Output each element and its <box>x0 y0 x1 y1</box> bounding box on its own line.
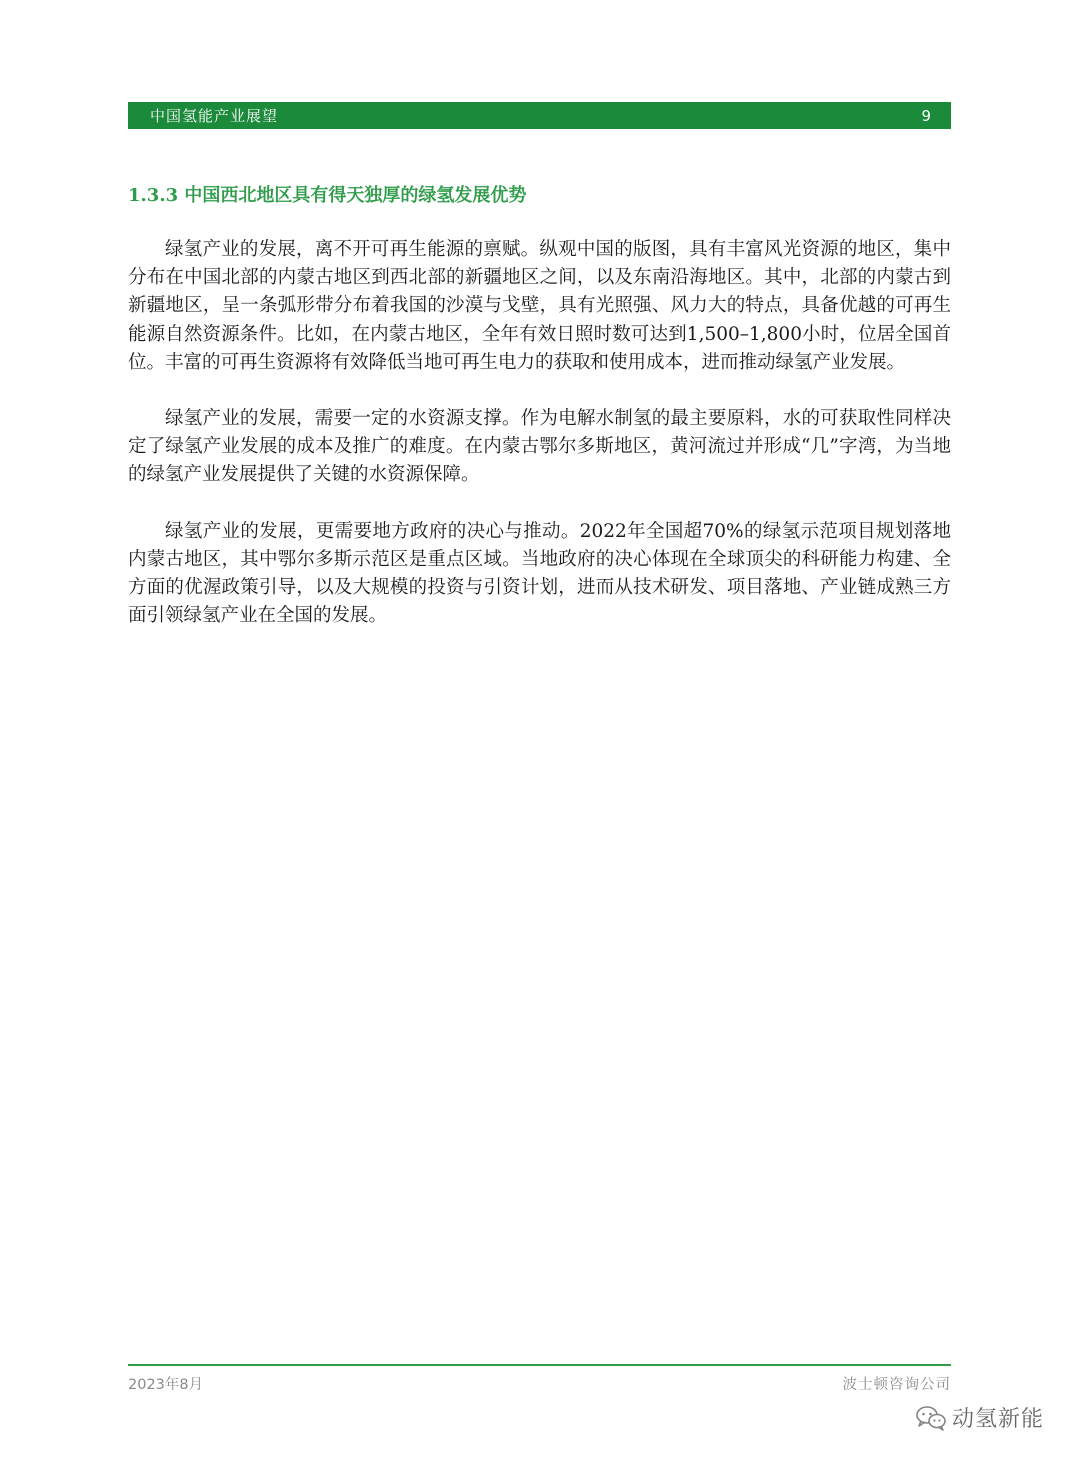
footer-date: 2023年8月 <box>128 1377 204 1393</box>
paragraph: 绿氢产业的发展，需要一定的水资源支撑。作为电解水制氢的最主要原料，水的可获取性同样决定了绿氢产业发展的成本及推广的难度。在内蒙古鄂尔多斯地区，黄河流过并形成“几”字湾，为当地的绿氢产业发展提供了关键的水资源保障。 <box>128 408 951 486</box>
watermark-text: 动氢新能 <box>951 1407 1044 1432</box>
wechat-icon <box>916 1405 946 1431</box>
page-number: 9 <box>921 106 931 125</box>
footer-company: 波士顿咨询公司 <box>842 1377 951 1393</box>
watermark <box>916 1402 1044 1433</box>
header-bar <box>128 102 951 129</box>
paragraph: 绿氢产业的发展，更需要地方政府的决心与推动。2022年全国超70%的绿氢示范项目规划落地内蒙古地区，其中鄂尔多斯示范区是重点区域。当地政府的决心体现在全球顶尖的科研能力构建、全方面的优渥政策引导，以及大规模的投资与引资计划，进而从技术研发、项目落地、产业链成熟三方面引领绿氢产业在全国的发展。 <box>128 520 951 627</box>
section-heading: 1.3.3 中国西北地区具有得天独厚的绿氢发展优势 <box>128 185 527 206</box>
paragraph: 绿氢产业的发展，离不开可再生能源的禀赋。纵观中国的版图，具有丰富风光资源的地区，集中分布在中国北部的内蒙古地区到西北部的新疆地区之间，以及东南沿海地区。其中，北部的内蒙古到新疆地区，呈一条弧形带分布着我国的沙漠与戈壁，具有光照强、风力大的特点，具备优越的可再生能源自然资源条件。比如，在内蒙古地区，全年有效日照时数可达到1,500–1,800小时，位居全国首位。丰富的可再生资源将有效降低当地可再生电力的获取和使用成本，进而推动绿氢产业发展。 <box>128 239 951 373</box>
body-text <box>128 236 951 658</box>
footer-rule <box>128 1364 951 1366</box>
header-title: 中国氢能产业展望 <box>150 107 279 125</box>
